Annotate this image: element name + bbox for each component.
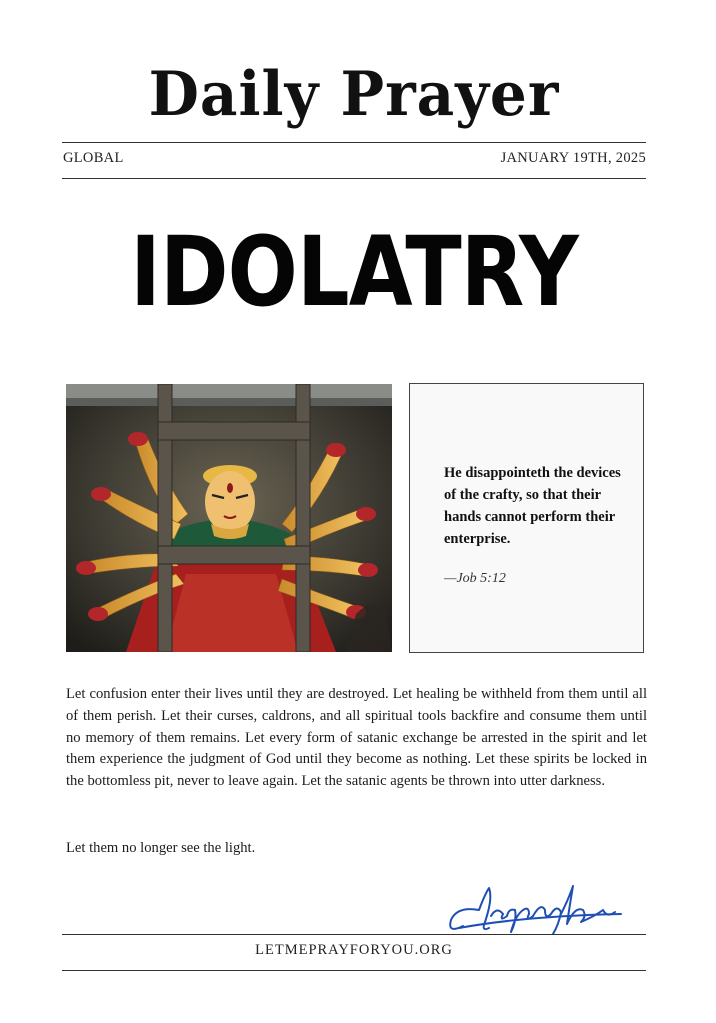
masthead-top-rule	[62, 142, 646, 143]
prayer-paragraph: Let confusion enter their lives until they are destroyed. Let healing be withheld from them until all of them perish. Let their curses, caldrons, and all spiritual tools backfire and consume them until no memory of them remains. Let every form of satanic exchange be arrested in the spirit and let them experience the judgment of God until they become as nothing. Let these spirits be locked in the bottomless pit, never to leave again. Let the satanic agents be thrown into utter darkness.	[66, 686, 647, 790]
scripture-citation: —Job 5:12	[444, 571, 506, 586]
masthead-title: Daily Prayer	[148, 58, 560, 130]
issue-date: JANUARY 19TH, 2025	[500, 150, 646, 166]
footer-bottom-rule	[62, 970, 646, 971]
region-label: GLOBAL	[63, 150, 124, 166]
prayer-closing-line: Let them no longer see the light.	[66, 840, 256, 856]
scripture-quote-box	[409, 383, 644, 653]
idol-photo	[66, 384, 392, 652]
signature-mark	[445, 876, 625, 940]
footer-top-rule	[62, 934, 646, 935]
scripture-quote: He disappointeth the devices of the crafty, so that their hands cannot perform their enterprise.	[444, 465, 621, 547]
masthead-bottom-rule	[62, 178, 646, 179]
headline: IDOLATRY	[130, 216, 578, 328]
footer-website: LETMEPRAYFORYOU.ORG	[255, 942, 453, 958]
